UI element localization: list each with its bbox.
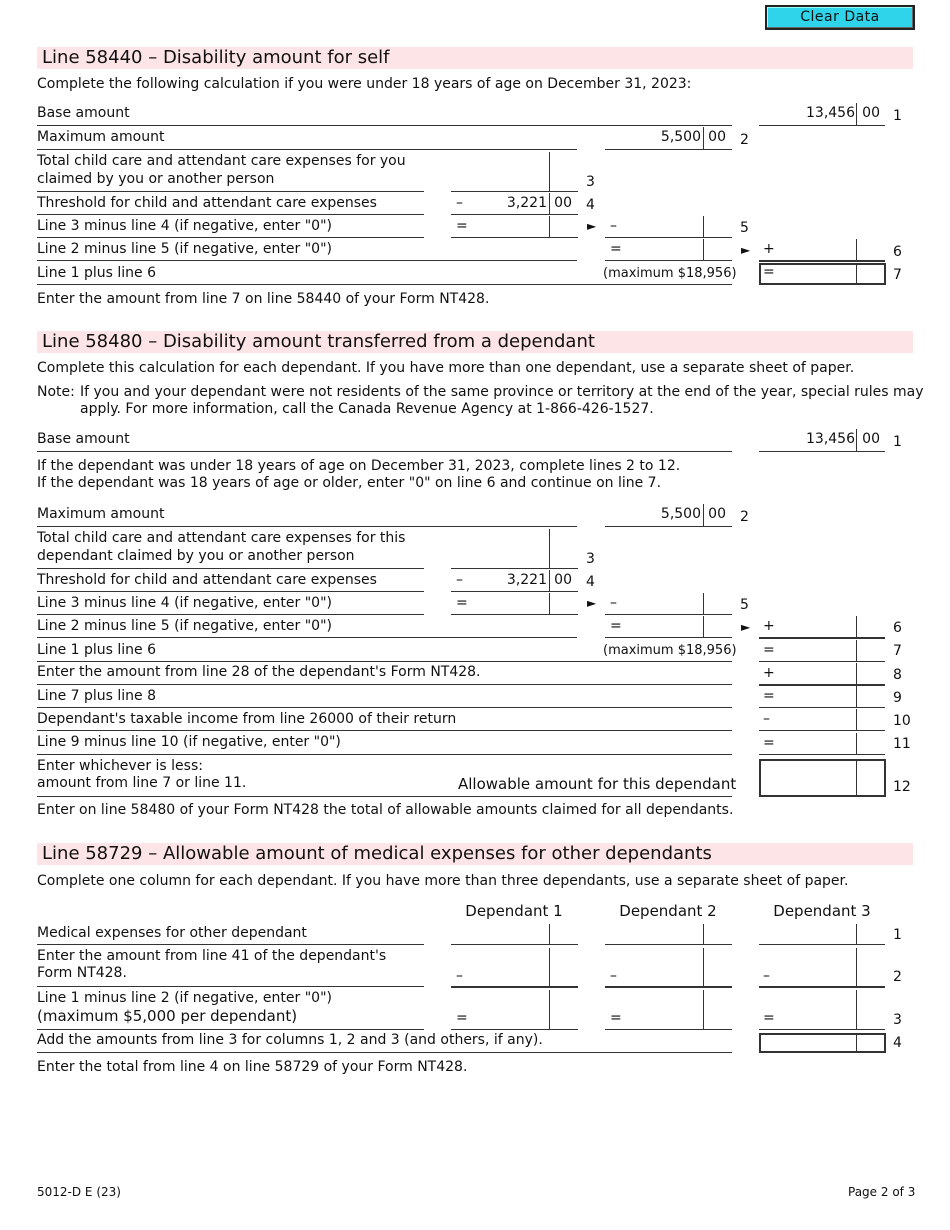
s1-enter-text: Enter the amount from line 7 on line 58440 of your Form NT428. [37,291,490,307]
equals-sign: = [610,1010,622,1026]
line-number: 4 [586,197,595,213]
s2-line8-field[interactable] [759,663,885,684]
s1-care-label-a: Total child care and attendant care expenses for you [37,153,406,169]
equals-sign: = [763,688,775,704]
line-number: 11 [893,736,911,752]
s1-line5-left-field[interactable] [451,216,577,237]
s3-row2-dep1-field[interactable] [451,948,577,986]
s2-line9-field[interactable] [759,686,885,707]
s1-line2-field[interactable]: 5,500 00 [660,129,726,145]
equals-sign: = [610,618,622,634]
s3-enter-text: Enter the total from line 4 on line 58729 of your Form NT428. [37,1059,468,1075]
s2-note-b: apply. For more information, call the Canada Revenue Agency at 1-866-426-1527. [80,401,654,417]
equals-sign: = [456,218,468,234]
s2-line7-label: Line 1 plus line 6 [37,642,156,658]
s1-care-label-b: claimed by you or another person [37,171,275,187]
equals-sign: = [763,642,775,658]
s1-line5-label: Line 3 minus line 4 (if negative, enter "0") [37,218,332,234]
minus-sign: – [610,968,617,984]
s2-if-a: If the dependant was under 18 years of age on December 31, 2023, complete lines 2 to 12. [37,458,681,474]
s2-line9-label: Line 7 plus line 8 [37,688,156,704]
s2-line1-field[interactable]: 13,456 00 [806,431,880,447]
arrow-right-icon: ► [741,620,751,634]
s1-max-note: (maximum $18,956) [603,266,737,281]
s2-line10-label: Dependant's taxable income from line 26000 of their return [37,711,457,727]
line-number: 10 [893,713,911,729]
s2-line5-left-field[interactable] [451,593,577,614]
line-number: 2 [893,969,902,985]
s3-row2-dep2-field[interactable] [605,948,731,986]
s1-line7-field[interactable] [759,263,886,285]
s1-line6-field[interactable] [759,239,885,260]
equals-sign: = [763,264,775,280]
s2-max-label: Maximum amount [37,506,165,522]
s2-line4-field[interactable]: 3,221 00 [506,572,572,588]
line-number: 1 [893,108,902,124]
minus-sign: – [456,572,463,588]
s3-row1-label: Medical expenses for other dependant [37,925,307,941]
s3-row2-label-b: Form NT428. [37,965,127,981]
s3-intro: Complete one column for each dependant. If you have more than three dependants, use a separate sheet of paper. [37,873,849,889]
minus-sign: – [456,195,463,211]
equals-sign: = [456,1010,468,1026]
s3-row2-label-a: Enter the amount from line 41 of the dependant's [37,948,387,964]
s2-line11-field[interactable] [759,733,885,754]
line-number: 3 [893,1012,902,1028]
line-number: 7 [893,267,902,283]
line-number: 6 [893,244,902,260]
s3-row3-label-a: Line 1 minus line 2 (if negative, enter "0") [37,990,332,1006]
s2-less-b: amount from line 7 or line 11. [37,775,247,791]
section-58729-title: Line 58729 – Allowable amount of medical expenses for other dependants [37,843,913,865]
s2-line7-field[interactable] [759,640,885,661]
equals-sign: = [763,1010,775,1026]
minus-sign: – [763,968,770,984]
s2-note-a: If you and your dependant were not residents of the same province or territory at the end of the year, special rules may [80,384,924,400]
s2-line6-label: Line 2 minus line 5 (if negative, enter "0") [37,618,332,634]
s3-row4-total-field[interactable] [759,1033,886,1053]
arrow-right-icon: ► [587,219,597,233]
s1-line6-label: Line 2 minus line 5 (if negative, enter "0") [37,241,332,257]
line-number: 5 [740,220,749,236]
s3-row1-dep2-field[interactable] [605,924,731,944]
s1-line1-field[interactable]: 13,456 00 [806,105,880,121]
line-number: 3 [586,174,595,190]
s2-base-label: Base amount [37,431,130,447]
col-header-dependant-1: Dependant 1 [465,902,563,920]
minus-sign: – [763,711,770,727]
line-number: 7 [893,643,902,659]
s2-enter-text: Enter on line 58480 of your Form NT428 the total of allowable amounts claimed for all dependants. [37,802,734,818]
line-number: 1 [893,434,902,450]
arrow-right-icon: ► [587,596,597,610]
line-number: 12 [893,779,911,795]
line-number: 9 [893,690,902,706]
s1-thresh-label: Threshold for child and attendant care expenses [37,195,377,211]
s3-row1-dep3-field[interactable] [759,924,885,944]
s2-line5-label: Line 3 minus line 4 (if negative, enter "0") [37,595,332,611]
minus-sign: – [610,218,617,234]
minus-sign: – [456,968,463,984]
s1-line7-label: Line 1 plus line 6 [37,265,156,281]
s2-line8-label: Enter the amount from line 28 of the dependant's Form NT428. [37,664,481,680]
section-58480-title: Line 58480 – Disability amount transferred from a dependant [37,331,913,353]
line-number: 2 [740,132,749,148]
line-number: 4 [893,1035,902,1051]
s3-row1-dep1-field[interactable] [451,924,577,944]
s2-line2-field[interactable]: 5,500 00 [660,506,726,522]
equals-sign: = [456,595,468,611]
s2-line5-field[interactable] [605,593,731,614]
s2-line11-label: Line 9 minus line 10 (if negative, enter "0") [37,734,341,750]
s2-line6-left-field[interactable] [605,616,731,637]
s2-allowable-label: Allowable amount for this dependant [458,775,737,793]
page-number: Page 2 of 3 [848,1185,916,1199]
arrow-right-icon: ► [741,243,751,257]
line-number: 8 [893,667,902,683]
equals-sign: = [763,735,775,751]
s2-care-b: dependant claimed by you or another person [37,548,355,564]
line-number: 2 [740,509,749,525]
line-number: 1 [893,927,902,943]
s3-row3-label-b: (maximum $5,000 per dependant) [37,1007,298,1025]
s2-line3-field[interactable] [451,529,577,568]
s3-row2-dep3-field[interactable] [759,948,885,986]
col-header-dependant-3: Dependant 3 [773,902,871,920]
s2-less-a: Enter whichever is less: [37,758,203,774]
s2-thresh-label: Threshold for child and attendant care expenses [37,572,377,588]
clear-data-button[interactable]: Clear Data [765,5,915,30]
s2-if-b: If the dependant was 18 years of age or older, enter "0" on line 6 and continue on line 7. [37,475,662,491]
line-number: 6 [893,620,902,636]
s1-line4-field[interactable]: 3,221 00 [506,195,572,211]
s3-row3-dep2-field[interactable] [605,990,731,1029]
s2-intro: Complete this calculation for each dependant. If you have more than one dependant, use a separate sheet of paper. [37,360,855,376]
s2-line12-field[interactable] [759,759,886,797]
s3-row4-label: Add the amounts from line 3 for columns 1, 2 and 3 (and others, if any). [37,1032,543,1048]
s2-note-label: Note: [37,384,75,400]
s1-line6-left-field[interactable] [605,239,731,260]
line-number: 5 [740,597,749,613]
minus-sign: – [610,595,617,611]
section-58440-title: Line 58440 – Disability amount for self [37,47,913,69]
s2-max-note: (maximum $18,956) [603,643,737,658]
plus-sign: + [763,618,775,634]
plus-sign: + [763,665,775,681]
plus-sign: + [763,241,775,257]
s2-care-a: Total child care and attendant care expenses for this [37,530,406,546]
s1-line3-field[interactable] [451,152,577,191]
s1-base-label: Base amount [37,105,130,121]
s2-line10-field[interactable] [759,709,885,730]
s2-line6-field[interactable] [759,616,885,637]
form-number: 5012-D E (23) [37,1185,121,1199]
s1-max-label: Maximum amount [37,129,165,145]
equals-sign: = [610,241,622,257]
section-58440-intro: Complete the following calculation if you were under 18 years of age on December 31, 2023: [37,76,692,92]
line-number: 4 [586,574,595,590]
s1-line5-field[interactable] [605,216,731,237]
s3-row3-dep1-field[interactable] [451,990,577,1029]
line-number: 3 [586,551,595,567]
s3-row3-dep3-field[interactable] [759,990,885,1029]
col-header-dependant-2: Dependant 2 [619,902,717,920]
